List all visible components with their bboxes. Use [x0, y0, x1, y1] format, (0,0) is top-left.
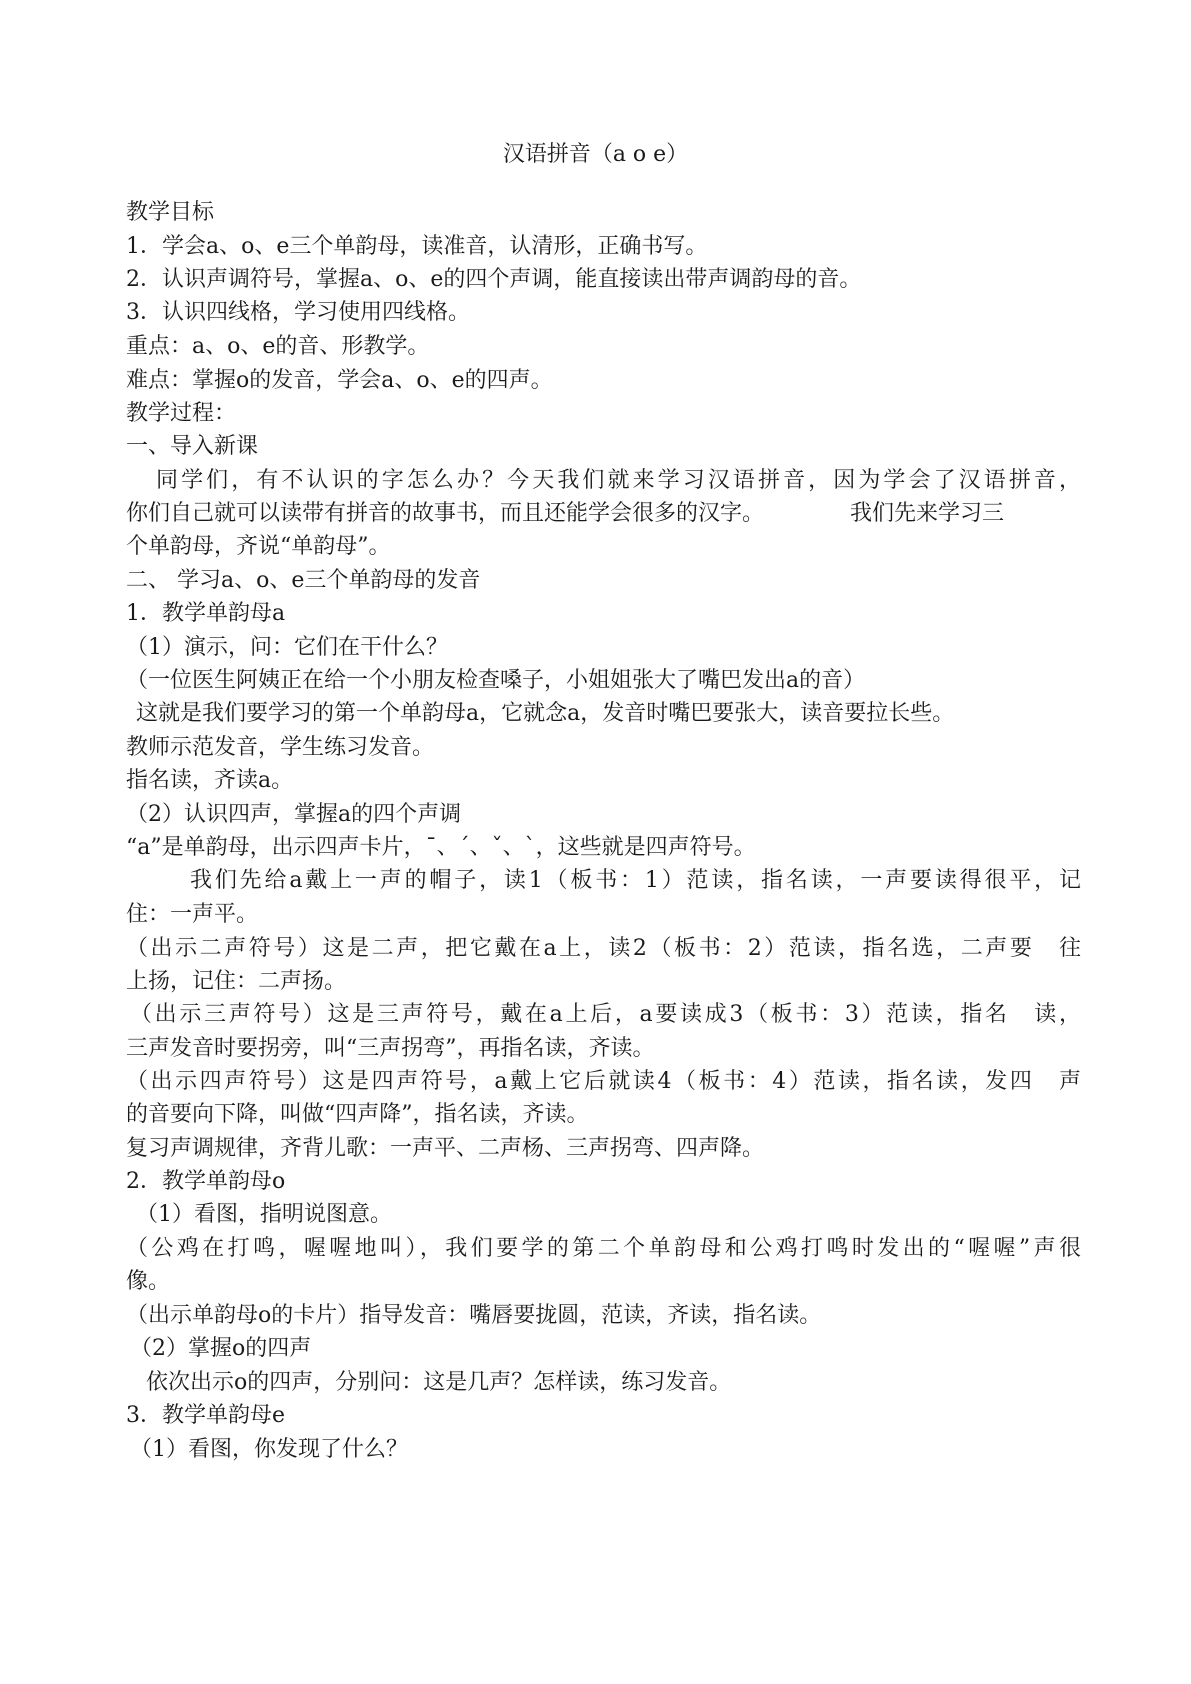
key-point: 重点：a、o、e的音、形教学。	[126, 334, 430, 359]
paragraph-line: 复习声调规律，齐背儿歌：一声平、二声杨、三声拐弯、四声降。	[126, 1136, 765, 1161]
paragraph-line: 指名读，齐读a。	[126, 768, 294, 793]
paragraph-line: “a”是单韵母，出示四声卡片，ˉ、ˊ、ˇ、ˋ，这些就是四声符号。	[126, 835, 756, 860]
objective-3: 3．认识四线格，学习使用四线格。	[126, 300, 470, 325]
paragraph-line: （2）掌握o的四声	[130, 1336, 312, 1361]
paragraph-line: （出示三声符号）这是三声符号，戴在a上后，a要读成3（板书：3）范读，指名 读，	[130, 1002, 1081, 1027]
paragraph-line: （出示四声符号）这是四声符号，a戴上它后就读4（板书：4）范读，指名读，发四 声	[126, 1069, 1081, 1094]
paragraph-line: 上扬，记住：二声扬。	[126, 969, 347, 994]
document-title: 汉语拼音（a o e）	[502, 142, 689, 167]
paragraph-text: 你们自己就可以读带有拼音的故事书，而且还能学会很多的汉字。	[126, 501, 765, 526]
step-heading-learn: 二、 学习a、o、e三个单韵母的发音	[126, 568, 481, 593]
paragraph-line: （1）看图，指明说图意。	[136, 1202, 392, 1227]
paragraph-line: （公鸡在打鸣，喔喔地叫），我们要学的第二个单韵母和公鸡打鸣时发出的“喔喔”声很	[126, 1236, 1081, 1261]
paragraph-text: 我们先来学习三	[850, 501, 1005, 526]
paragraph-line: 三声发音时要拐旁，叫“三声拐弯”，再指名读，齐读。	[126, 1036, 655, 1061]
paragraph-line: 个单韵母，齐说“单韵母”。	[126, 534, 391, 559]
paragraph-line: （出示单韵母o的卡片）指导发音：嘴唇要拢圆，范读，齐读，指名读。	[126, 1303, 822, 1328]
paragraph-line: （一位医生阿姨正在给一个小朋友检查嗓子，小姐姐张大了嘴巴发出a的音）	[126, 668, 866, 693]
section-heading-objectives: 教学目标	[126, 200, 215, 225]
paragraph-line: 的音要向下降，叫做“四声降”，指名读，齐读。	[126, 1102, 589, 1127]
section-heading-process: 教学过程：	[126, 401, 237, 426]
objective-2: 2．认识声调符号，掌握a、o、e的四个声调，能直接读出带声调韵母的音。	[126, 267, 862, 292]
difficult-point: 难点：掌握o的发音，学会a、o、e的四声。	[126, 368, 553, 393]
paragraph-line	[126, 499, 1081, 529]
paragraph-line: 像。	[126, 1269, 171, 1294]
paragraph-line: 依次出示o的四声，分别问：这是几声？怎样读，练习发音。	[146, 1370, 732, 1395]
paragraph-line: 同学们，有不认识的字怎么办？今天我们就来学习汉语拼音，因为学会了汉语拼音，	[156, 468, 1081, 493]
paragraph-line: 住：一声平。	[126, 902, 259, 927]
paragraph-line: （1）看图，你发现了什么？	[130, 1437, 408, 1462]
paragraph-line: 这就是我们要学习的第一个单韵母a，它就念a，发音时嘴巴要张大，读音要拉长些。	[136, 701, 955, 726]
paragraph-line: （出示二声符号）这是二声，把它戴在a上，读2（板书：2）范读，指名选，二声要 往	[126, 936, 1081, 961]
subheading-e: 3．教学单韵母e	[126, 1403, 286, 1428]
subheading-o: 2．教学单韵母o	[126, 1169, 286, 1194]
subheading-a: 1．教学单韵母a	[126, 601, 286, 626]
paragraph-line: 我们先给a戴上一声的帽子，读1（板书：1）范读，指名读，一声要读得很平，记	[190, 868, 1081, 893]
paragraph-line: （2）认识四声，掌握a的四个声调	[126, 802, 462, 827]
paragraph-line: 教师示范发音，学生练习发音。	[126, 735, 435, 760]
paragraph-line: （1）演示，问：它们在干什么？	[126, 635, 448, 660]
step-heading-intro: 一、导入新课	[126, 434, 259, 459]
objective-1: 1．学会a、o、e三个单韵母，读准音，认清形，正确书写。	[126, 234, 708, 259]
